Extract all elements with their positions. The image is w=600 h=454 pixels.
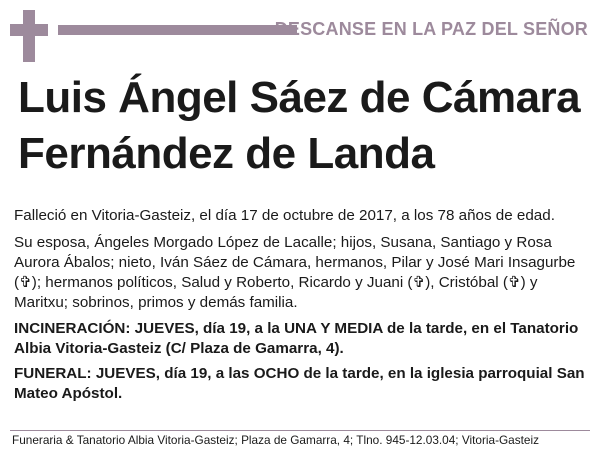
motto-heading: DESCANSE EN LA PAZ DEL SEÑOR <box>274 19 588 39</box>
deceased-name <box>18 70 593 182</box>
death-statement: Falleció en Vitoria-Gasteiz, el día 17 de octubre de 2017, a los 78 años de edad. <box>14 207 555 224</box>
deceased-name-line2: Fernández de Landa <box>18 129 435 178</box>
footer-rule <box>10 430 590 431</box>
header-rule <box>58 25 297 35</box>
deceased-name-line1: Luis Ángel Sáez de Cámara <box>18 73 581 122</box>
family-paragraph: Su esposa, Ángeles Morgado López de Lacalle; hijos, Susana, Santiago y Rosa Aurora Ábalos; nieto, Iván Sáez de Cámara, hermanos, Pilar y José Mari Insagurbe (✞); hermanos políticos, Salud y Roberto, Ricardo y Juani (✞), Cristóbal (✞) y Maritxu; sobrinos, primos y demás familia. <box>14 234 576 311</box>
cross-icon <box>10 10 48 62</box>
footer-text: Funeraria & Tanatorio Albia Vitoria-Gasteiz; Plaza de Gamarra, 4; Tlno. 945-12.03.04; Vitoria-Gasteiz <box>12 433 539 447</box>
cremation-paragraph: INCINERACIÓN: JUEVES, día 19, a la UNA Y MEDIA de la tarde, en el Tanatorio Albia Vitoria-Gasteiz (C/ Plaza de Gamarra, 4). <box>14 320 579 357</box>
notice-body <box>14 206 590 404</box>
funeral-paragraph: FUNERAL: JUEVES, día 19, a las OCHO de la tarde, en la iglesia parroquial San Mateo Apóstol. <box>14 365 585 402</box>
